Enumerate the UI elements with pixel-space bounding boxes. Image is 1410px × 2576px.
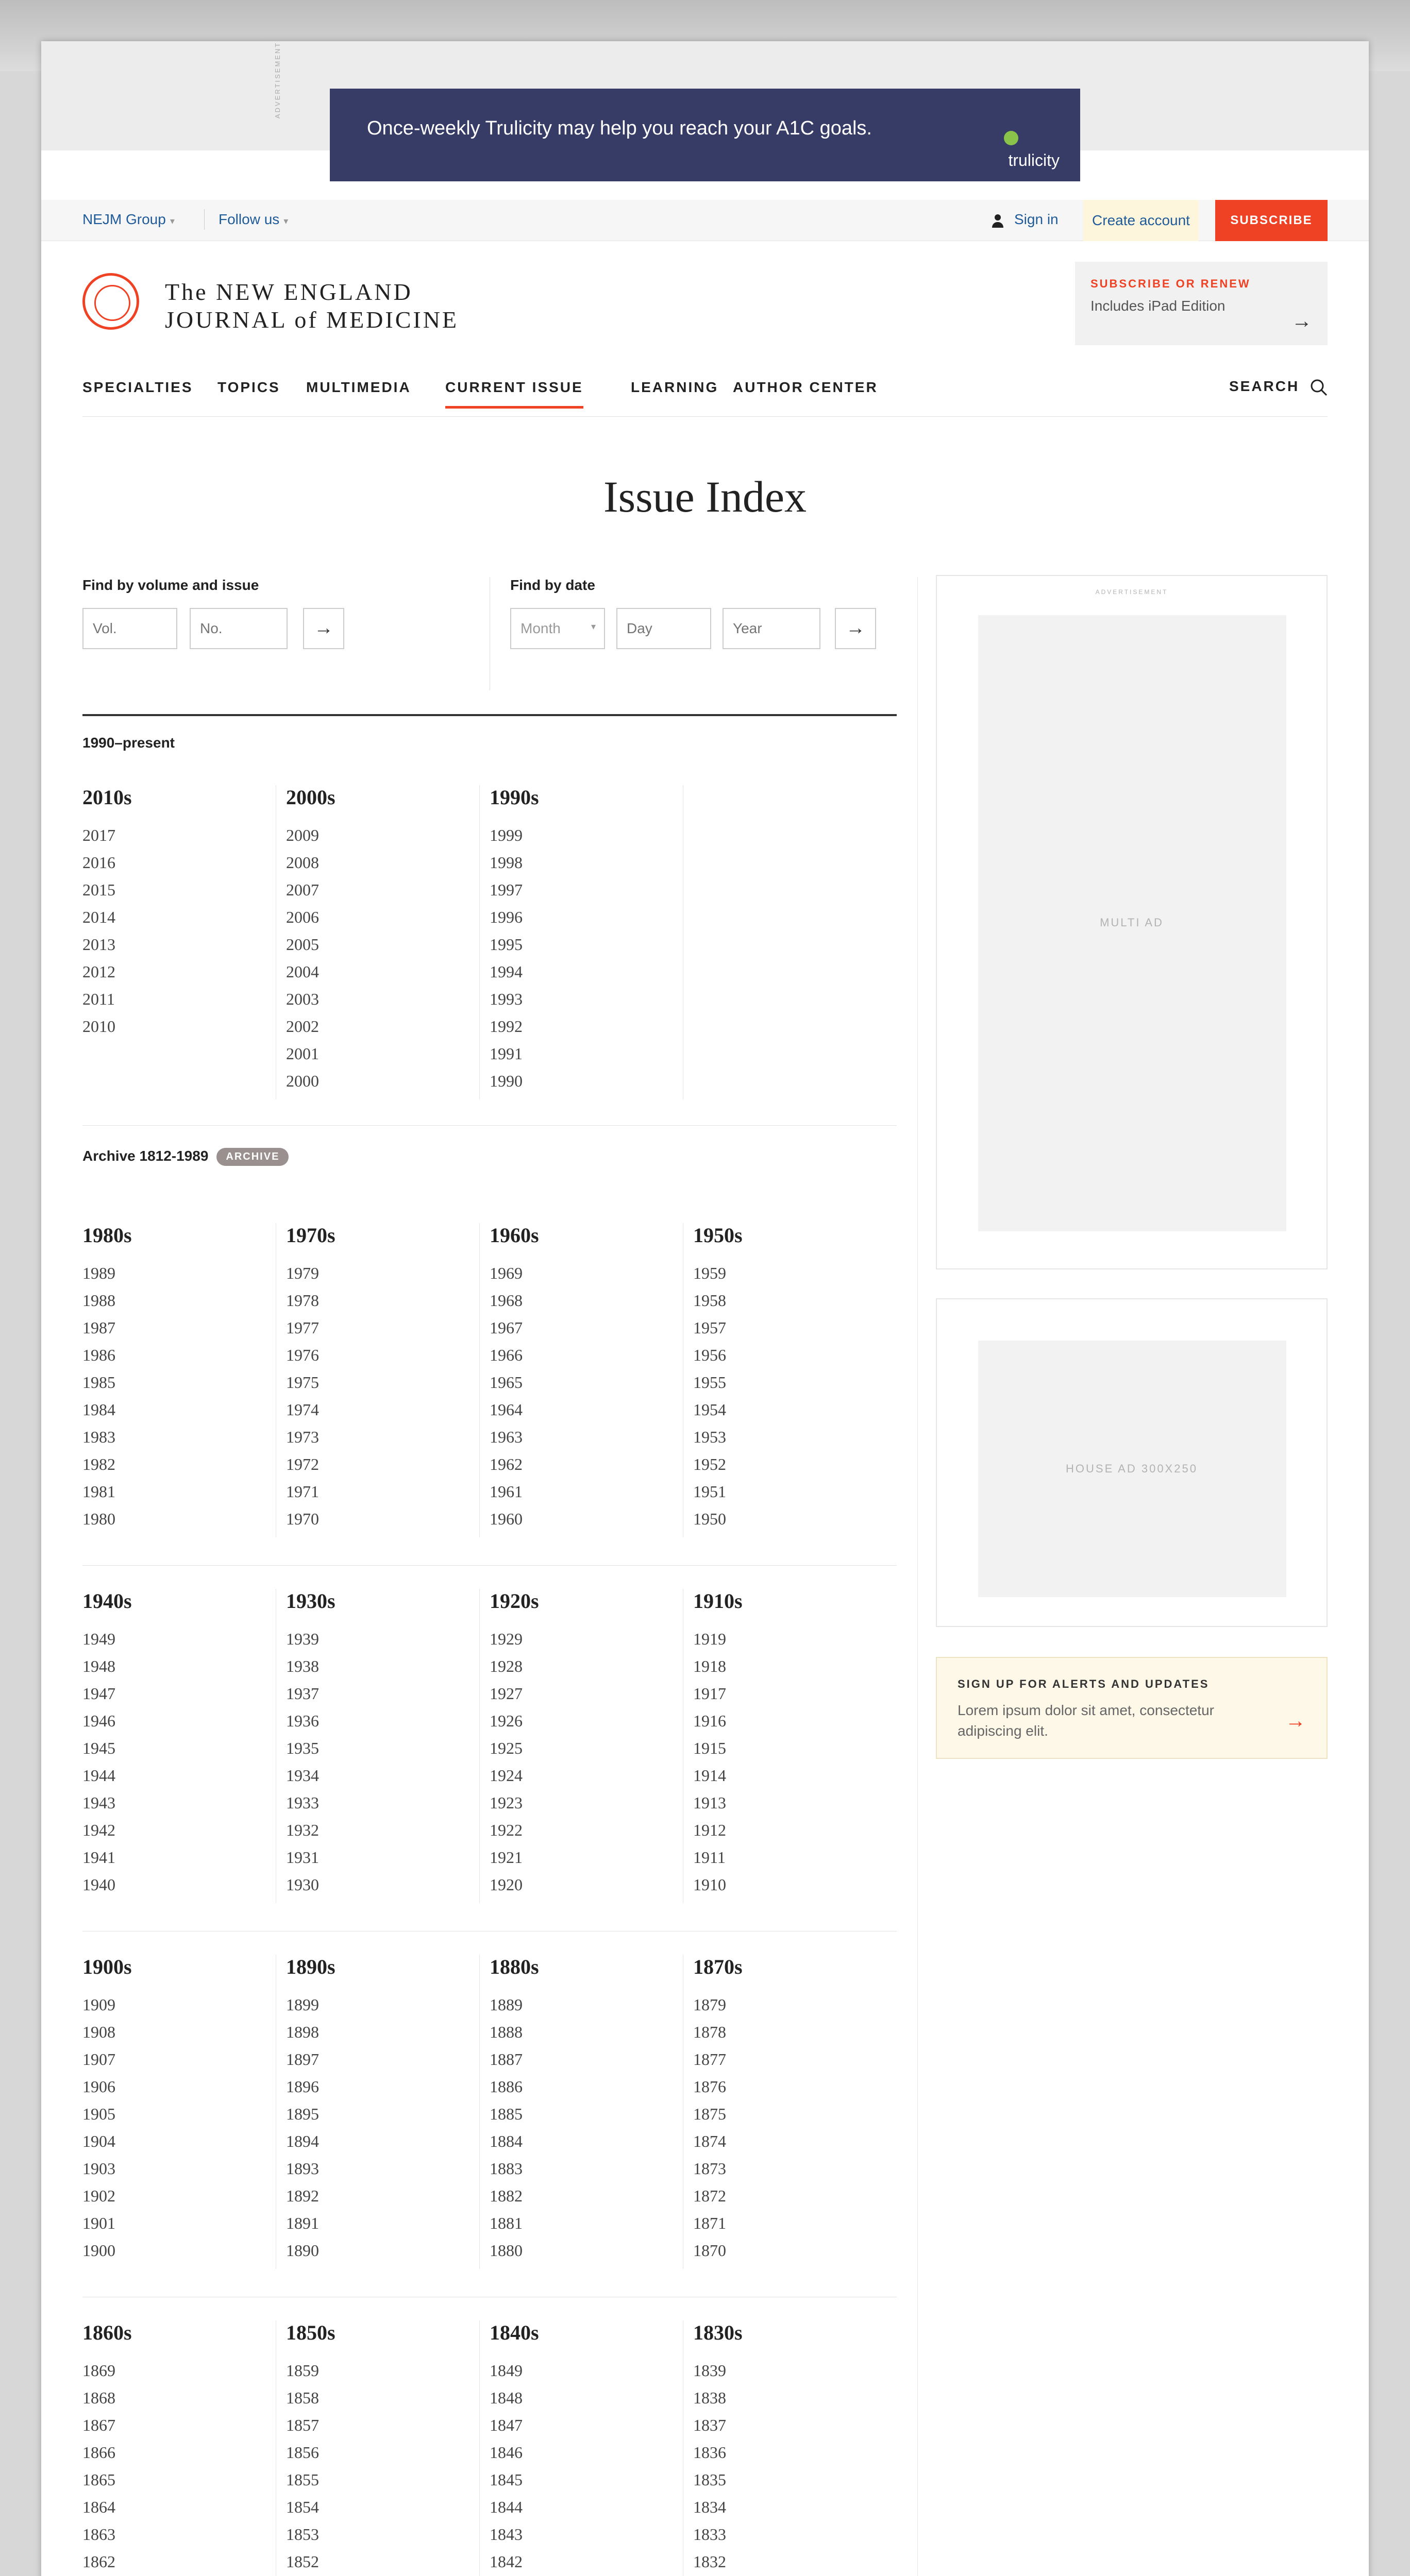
year-link[interactable]: 1950 xyxy=(693,1510,726,1528)
year-link[interactable]: 1930 xyxy=(286,1875,319,1894)
year-link[interactable]: 1842 xyxy=(490,2552,523,2571)
promo-title: SUBSCRIBE OR RENEW xyxy=(1090,277,1251,290)
year-link[interactable]: 1895 xyxy=(286,2105,319,2123)
year-link[interactable]: 1978 xyxy=(286,1291,319,1310)
year-link[interactable]: 1947 xyxy=(82,1684,115,1703)
decade-heading: 1870s xyxy=(693,1955,743,1978)
decade-heading: 1920s xyxy=(490,1589,539,1613)
year-link[interactable]: 1862 xyxy=(82,2552,115,2571)
year-link[interactable]: 1985 xyxy=(82,1373,115,1392)
year-link[interactable]: 1894 xyxy=(286,2132,319,2150)
decade-heading: 1930s xyxy=(286,1589,335,1613)
ad-label: ADVERTISEMENT xyxy=(274,41,281,118)
year-link[interactable]: 1990 xyxy=(490,1072,523,1090)
year-link[interactable]: 1880 xyxy=(490,2241,523,2260)
year-link[interactable]: 1937 xyxy=(286,1684,319,1703)
year-link[interactable]: 1913 xyxy=(693,1793,726,1812)
present-heading: 1990–present xyxy=(82,735,175,751)
sign-in-link[interactable]: Sign in xyxy=(1014,211,1059,227)
year-link[interactable]: 1912 xyxy=(693,1821,726,1839)
decade-heading: 1900s xyxy=(82,1955,132,1978)
year-link[interactable]: 1867 xyxy=(82,2416,115,2434)
chevron-down-icon: ▾ xyxy=(283,216,289,226)
archive-heading-text: Archive 1812-1989 xyxy=(82,1148,209,1164)
decade-column xyxy=(693,1955,897,2268)
year-link[interactable]: 2013 xyxy=(82,935,115,954)
year-link[interactable]: 1995 xyxy=(490,935,523,954)
year-link[interactable]: 1899 xyxy=(286,1995,319,2014)
house-ad[interactable] xyxy=(936,1298,1328,1627)
year-link[interactable]: 1866 xyxy=(82,2443,115,2462)
year-link[interactable]: 1964 xyxy=(490,1400,523,1419)
year-link[interactable]: 1928 xyxy=(490,1657,523,1675)
decade-heading: 2000s xyxy=(286,786,335,809)
decade-column xyxy=(286,1589,490,1903)
alerts-signup[interactable] xyxy=(936,1657,1328,1759)
year-link[interactable]: 1906 xyxy=(82,2077,115,2096)
year-link[interactable]: 1909 xyxy=(82,1995,115,2014)
year-link[interactable]: 1968 xyxy=(490,1291,523,1310)
nav-author-center[interactable]: AUTHOR CENTER xyxy=(733,379,878,395)
nejm-group-menu[interactable] xyxy=(82,211,175,228)
year-link[interactable]: 1987 xyxy=(82,1318,115,1337)
year-link[interactable]: 1962 xyxy=(490,1455,523,1473)
year-link[interactable]: 2008 xyxy=(286,853,319,872)
year-link[interactable]: 1849 xyxy=(490,2361,523,2380)
year-link[interactable]: 1892 xyxy=(286,2187,319,2205)
find-date-label: Find by date xyxy=(510,577,595,593)
year-link[interactable]: 2004 xyxy=(286,962,319,981)
alerts-text: Lorem ipsum dolor sit amet, consectetur adipiscing elit. xyxy=(958,1702,1214,1739)
section-divider xyxy=(82,1125,897,1126)
year-link[interactable]: 2006 xyxy=(286,908,319,926)
year-link[interactable]: 1864 xyxy=(82,2498,115,2516)
year-link[interactable]: 1929 xyxy=(490,1630,523,1648)
year-link[interactable]: 1960 xyxy=(490,1510,523,1528)
year-link[interactable]: 1839 xyxy=(693,2361,726,2380)
year-link[interactable]: 1942 xyxy=(82,1821,115,1839)
year-link[interactable]: 1974 xyxy=(286,1400,319,1419)
decade-column xyxy=(82,1223,286,1537)
year-link[interactable]: 1967 xyxy=(490,1318,523,1337)
year-link[interactable]: 1916 xyxy=(693,1711,726,1730)
year-link[interactable]: 1934 xyxy=(286,1766,319,1785)
year-link[interactable]: 1877 xyxy=(693,2050,726,2069)
alerts-title: SIGN UP FOR ALERTS AND UPDATES xyxy=(958,1677,1210,1690)
year-link[interactable]: 2014 xyxy=(82,908,115,926)
year-link[interactable]: 1888 xyxy=(490,2023,523,2041)
year-link[interactable]: 1890 xyxy=(286,2241,319,2260)
nav-topics[interactable]: TOPICS xyxy=(217,379,280,395)
row-divider xyxy=(82,1565,897,1566)
decade-column xyxy=(693,1589,897,1903)
year-link[interactable]: 1871 xyxy=(693,2214,726,2232)
sidebar-divider xyxy=(917,577,918,2576)
year-link[interactable]: 1882 xyxy=(490,2187,523,2205)
year-link[interactable]: 1870 xyxy=(693,2241,726,2260)
year-link[interactable]: 1910 xyxy=(693,1875,726,1894)
nejm-seal-icon xyxy=(82,273,139,330)
year-link[interactable]: 1954 xyxy=(693,1400,726,1419)
year-link[interactable]: 1919 xyxy=(693,1630,726,1648)
nejm-group-label: NEJM Group xyxy=(82,211,166,227)
year-link[interactable]: 2012 xyxy=(82,962,115,981)
year-link[interactable]: 2002 xyxy=(286,1017,319,1036)
year-link[interactable]: 1926 xyxy=(490,1711,523,1730)
archive-heading xyxy=(82,1148,289,1166)
year-link[interactable]: 1868 xyxy=(82,2388,115,2407)
year-link[interactable]: 1855 xyxy=(286,2470,319,2489)
year-link[interactable]: 1869 xyxy=(82,2361,115,2380)
year-link[interactable]: 1970 xyxy=(286,1510,319,1528)
year-link[interactable]: 1917 xyxy=(693,1684,726,1703)
year-link[interactable]: 1858 xyxy=(286,2388,319,2407)
decade-column xyxy=(286,1955,490,2268)
decade-heading: 1830s xyxy=(693,2321,743,2344)
year-link[interactable]: 1836 xyxy=(693,2443,726,2462)
ad-banner[interactable] xyxy=(330,89,1080,181)
year-link[interactable]: 1872 xyxy=(693,2187,726,2205)
year-link[interactable]: 1953 xyxy=(693,1428,726,1446)
create-account-link[interactable]: Create account xyxy=(1083,200,1199,241)
decade-heading: 1960s xyxy=(490,1224,539,1247)
decade-heading: 1860s xyxy=(82,2321,132,2344)
year-link[interactable]: 2015 xyxy=(82,880,115,899)
year-link[interactable]: 1983 xyxy=(82,1428,115,1446)
decade-heading: 1940s xyxy=(82,1589,132,1613)
year-link[interactable]: 1959 xyxy=(693,1264,726,1282)
house-ad-text: HOUSE AD 300X250 xyxy=(1066,1462,1198,1475)
ad-strip xyxy=(41,41,1369,170)
year-link[interactable]: 1931 xyxy=(286,1848,319,1867)
year-link[interactable]: 1993 xyxy=(490,990,523,1008)
year-link[interactable]: 1893 xyxy=(286,2159,319,2178)
year-link[interactable]: 1944 xyxy=(82,1766,115,1785)
year-link[interactable]: 1856 xyxy=(286,2443,319,2462)
subscribe-button[interactable]: SUBSCRIBE xyxy=(1215,200,1328,241)
year-link[interactable]: 1903 xyxy=(82,2159,115,2178)
year-link[interactable]: 1924 xyxy=(490,1766,523,1785)
year-link[interactable]: 1833 xyxy=(693,2525,726,2544)
year-link[interactable]: 1857 xyxy=(286,2416,319,2434)
arrow-right-icon: → xyxy=(1291,310,1312,332)
year-link[interactable]: 1949 xyxy=(82,1630,115,1648)
year-link[interactable]: 2005 xyxy=(286,935,319,954)
year-link[interactable]: 1935 xyxy=(286,1739,319,1757)
year-link[interactable]: 1989 xyxy=(82,1264,115,1282)
arrow-right-icon: → xyxy=(314,617,333,639)
decade-column xyxy=(82,785,286,1044)
year-link[interactable]: 2003 xyxy=(286,990,319,1008)
year-link[interactable]: 2016 xyxy=(82,853,115,872)
section-rule xyxy=(82,714,897,716)
follow-us-menu[interactable] xyxy=(219,211,288,228)
column-divider xyxy=(479,785,480,1099)
decade-column xyxy=(82,1589,286,1903)
search-button[interactable] xyxy=(1229,378,1328,396)
decade-heading: 2010s xyxy=(82,786,132,809)
column-divider xyxy=(479,1589,480,1903)
year-link[interactable]: 1991 xyxy=(490,1044,523,1063)
decade-column xyxy=(286,785,490,1099)
year-link[interactable]: 1853 xyxy=(286,2525,319,2544)
decade-column xyxy=(286,2320,490,2576)
year-link[interactable]: 1837 xyxy=(693,2416,726,2434)
decade-heading: 1880s xyxy=(490,1955,539,1978)
decade-column xyxy=(693,2320,897,2576)
year-link[interactable]: 1885 xyxy=(490,2105,523,2123)
search-icon xyxy=(1310,379,1328,396)
go-volume-button[interactable] xyxy=(303,608,344,649)
year-link[interactable]: 1896 xyxy=(286,2077,319,2096)
year-link[interactable]: 1996 xyxy=(490,908,523,926)
year-link[interactable]: 1986 xyxy=(82,1346,115,1364)
year-link[interactable]: 1976 xyxy=(286,1346,319,1364)
ad-banner-brand: trulicity xyxy=(1008,151,1060,170)
issue-finder xyxy=(82,577,897,732)
decade-heading: 1950s xyxy=(693,1224,743,1247)
decade-heading: 1980s xyxy=(82,1224,132,1247)
year-link[interactable]: 1932 xyxy=(286,1821,319,1839)
year-link[interactable]: 1848 xyxy=(490,2388,523,2407)
decade-column xyxy=(286,1223,490,1537)
year-link[interactable]: 1933 xyxy=(286,1793,319,1812)
year-link[interactable]: 1865 xyxy=(82,2470,115,2489)
year-link[interactable]: 1980 xyxy=(82,1510,115,1528)
year-link[interactable]: 1834 xyxy=(693,2498,726,2516)
year-link[interactable]: 1854 xyxy=(286,2498,319,2516)
year-input[interactable] xyxy=(723,608,820,649)
column-divider xyxy=(479,2320,480,2576)
year-link[interactable]: 1908 xyxy=(82,2023,115,2041)
masthead-line2: JOURNAL of MEDICINE xyxy=(165,307,459,333)
year-link[interactable]: 1835 xyxy=(693,2470,726,2489)
year-link[interactable]: 1898 xyxy=(286,2023,319,2041)
masthead-line1: The NEW ENGLAND xyxy=(165,279,413,305)
decade-heading: 1890s xyxy=(286,1955,335,1978)
year-link[interactable]: 1875 xyxy=(693,2105,726,2123)
year-link[interactable]: 2010 xyxy=(82,1017,115,1036)
decade-heading: 1840s xyxy=(490,2321,539,2344)
archive-badge: ARCHIVE xyxy=(216,1148,289,1166)
year-link[interactable]: 1901 xyxy=(82,2214,115,2232)
year-link[interactable]: 1873 xyxy=(693,2159,726,2178)
decade-column xyxy=(490,1955,693,2268)
year-link[interactable]: 1958 xyxy=(693,1291,726,1310)
year-link[interactable]: 1955 xyxy=(693,1373,726,1392)
year-link[interactable]: 1852 xyxy=(286,2552,319,2571)
decade-heading: 1850s xyxy=(286,2321,335,2344)
year-link[interactable]: 1936 xyxy=(286,1711,319,1730)
go-date-button[interactable] xyxy=(835,608,876,649)
year-link[interactable]: 1911 xyxy=(693,1848,726,1867)
year-link[interactable]: 1941 xyxy=(82,1848,115,1867)
year-link[interactable]: 1915 xyxy=(693,1739,726,1757)
decade-column xyxy=(490,785,693,1099)
year-link[interactable]: 1846 xyxy=(490,2443,523,2462)
year-link[interactable]: 1884 xyxy=(490,2132,523,2150)
year-link[interactable]: 1999 xyxy=(490,826,523,844)
decade-column xyxy=(490,1223,693,1537)
year-link[interactable]: 1972 xyxy=(286,1455,319,1473)
year-link[interactable]: 1847 xyxy=(490,2416,523,2434)
subscribe-promo[interactable] xyxy=(1075,262,1328,345)
decade-heading: 1910s xyxy=(693,1589,743,1613)
month-select-label: Month xyxy=(521,620,561,636)
year-link[interactable]: 1859 xyxy=(286,2361,319,2380)
decade-heading: 1970s xyxy=(286,1224,335,1247)
year-link[interactable]: 1874 xyxy=(693,2132,726,2150)
main-nav xyxy=(82,368,1328,409)
year-link[interactable]: 1905 xyxy=(82,2105,115,2123)
year-link[interactable]: 1879 xyxy=(693,1995,726,2014)
separator xyxy=(204,209,205,230)
year-link[interactable]: 1982 xyxy=(82,1455,115,1473)
decade-column xyxy=(82,1955,286,2268)
year-link[interactable]: 1956 xyxy=(693,1346,726,1364)
year-link[interactable]: 1876 xyxy=(693,2077,726,2096)
column-divider xyxy=(479,1955,480,2269)
year-link[interactable]: 1961 xyxy=(490,1482,523,1501)
utility-bar xyxy=(41,200,1369,241)
year-link[interactable]: 1952 xyxy=(693,1455,726,1473)
year-link[interactable]: 1863 xyxy=(82,2525,115,2544)
year-link[interactable]: 1844 xyxy=(490,2498,523,2516)
month-select[interactable] xyxy=(510,608,605,649)
nav-learning[interactable]: LEARNING xyxy=(631,379,719,395)
year-link[interactable]: 1957 xyxy=(693,1318,726,1337)
year-link[interactable]: 1992 xyxy=(490,1017,523,1036)
year-link[interactable]: 1998 xyxy=(490,853,523,872)
year-link[interactable]: 1981 xyxy=(82,1482,115,1501)
year-link[interactable]: 1938 xyxy=(286,1657,319,1675)
decade-column xyxy=(693,1223,897,1537)
year-link[interactable]: 1979 xyxy=(286,1264,319,1282)
day-input[interactable] xyxy=(616,608,711,649)
nav-current-issue[interactable]: CURRENT ISSUE xyxy=(445,379,583,409)
year-link[interactable]: 1927 xyxy=(490,1684,523,1703)
decade-column xyxy=(490,2320,693,2576)
year-link[interactable]: 1969 xyxy=(490,1264,523,1282)
year-link[interactable]: 1951 xyxy=(693,1482,726,1501)
year-link[interactable]: 1838 xyxy=(693,2388,726,2407)
search-label: SEARCH xyxy=(1229,378,1300,394)
year-link[interactable]: 1832 xyxy=(693,2552,726,2571)
year-link[interactable]: 2007 xyxy=(286,880,319,899)
year-link[interactable]: 1945 xyxy=(82,1739,115,1757)
page-title: Issue Index xyxy=(603,472,807,521)
year-link[interactable]: 1925 xyxy=(490,1739,523,1757)
masthead-logo[interactable] xyxy=(82,268,598,340)
chevron-down-icon: ▾ xyxy=(591,621,596,632)
year-link[interactable]: 1943 xyxy=(82,1793,115,1812)
arrow-right-icon: → xyxy=(1285,1709,1306,1732)
year-link[interactable]: 1971 xyxy=(286,1482,319,1501)
year-link[interactable]: 1940 xyxy=(82,1875,115,1894)
column-divider xyxy=(479,1223,480,1537)
year-link[interactable]: 1900 xyxy=(82,2241,115,2260)
year-link[interactable]: 1922 xyxy=(490,1821,523,1839)
chevron-down-icon: ▾ xyxy=(170,216,175,226)
year-link[interactable]: 2017 xyxy=(82,826,115,844)
year-link[interactable]: 1887 xyxy=(490,2050,523,2069)
year-link[interactable]: 1977 xyxy=(286,1318,319,1337)
year-link[interactable]: 1883 xyxy=(490,2159,523,2178)
year-link[interactable]: 1966 xyxy=(490,1346,523,1364)
multi-ad-text: MULTI AD xyxy=(1100,916,1164,929)
year-link[interactable]: 1973 xyxy=(286,1428,319,1446)
year-link[interactable]: 2000 xyxy=(286,1072,319,1090)
year-link[interactable]: 2009 xyxy=(286,826,319,844)
person-icon xyxy=(992,213,1004,228)
find-volume-label: Find by volume and issue xyxy=(82,577,259,593)
nav-multimedia[interactable]: MULTIMEDIA xyxy=(306,379,411,395)
year-link[interactable]: 1994 xyxy=(490,962,523,981)
year-link[interactable]: 1918 xyxy=(693,1657,726,1675)
year-link[interactable]: 1923 xyxy=(490,1793,523,1812)
year-link[interactable]: 1988 xyxy=(82,1291,115,1310)
year-link[interactable]: 1963 xyxy=(490,1428,523,1446)
year-link[interactable]: 1939 xyxy=(286,1630,319,1648)
year-link[interactable]: 1902 xyxy=(82,2187,115,2205)
year-link[interactable]: 1891 xyxy=(286,2214,319,2232)
nav-specialties[interactable]: SPECIALTIES xyxy=(82,379,193,395)
year-link[interactable]: 1845 xyxy=(490,2470,523,2489)
year-link[interactable]: 1920 xyxy=(490,1875,523,1894)
year-link[interactable]: 1921 xyxy=(490,1848,523,1867)
ad-label: ADVERTISEMENT xyxy=(1095,588,1168,596)
year-link[interactable]: 1878 xyxy=(693,2023,726,2041)
year-link[interactable]: 1843 xyxy=(490,2525,523,2544)
year-link[interactable]: 1948 xyxy=(82,1657,115,1675)
decade-column xyxy=(490,1589,693,1903)
year-link[interactable]: 1886 xyxy=(490,2077,523,2096)
year-link[interactable]: 1965 xyxy=(490,1373,523,1392)
year-link[interactable]: 1975 xyxy=(286,1373,319,1392)
year-link[interactable]: 1881 xyxy=(490,2214,523,2232)
issue-number-input[interactable] xyxy=(190,608,288,649)
year-link[interactable]: 1997 xyxy=(490,880,523,899)
ad-banner-text: Once-weekly Trulicity may help you reach your A1C goals. xyxy=(367,117,872,139)
nav-divider xyxy=(82,416,1328,417)
leaf-icon xyxy=(1004,131,1018,145)
volume-input[interactable] xyxy=(82,608,177,649)
promo-subtitle: Includes iPad Edition xyxy=(1090,298,1226,314)
multi-ad[interactable] xyxy=(936,575,1328,1269)
year-link[interactable]: 2001 xyxy=(286,1044,319,1063)
year-link[interactable]: 1907 xyxy=(82,2050,115,2069)
year-link[interactable]: 1904 xyxy=(82,2132,115,2150)
decade-column xyxy=(82,2320,286,2576)
year-link[interactable]: 1914 xyxy=(693,1766,726,1785)
year-link[interactable]: 1897 xyxy=(286,2050,319,2069)
year-link[interactable]: 1984 xyxy=(82,1400,115,1419)
year-link[interactable]: 1946 xyxy=(82,1711,115,1730)
year-link[interactable]: 1889 xyxy=(490,1995,523,2014)
arrow-right-icon: → xyxy=(846,617,865,639)
page xyxy=(41,41,1369,2576)
follow-us-label: Follow us xyxy=(219,211,280,227)
year-link[interactable]: 2011 xyxy=(82,990,115,1008)
decade-heading: 1990s xyxy=(490,786,539,809)
